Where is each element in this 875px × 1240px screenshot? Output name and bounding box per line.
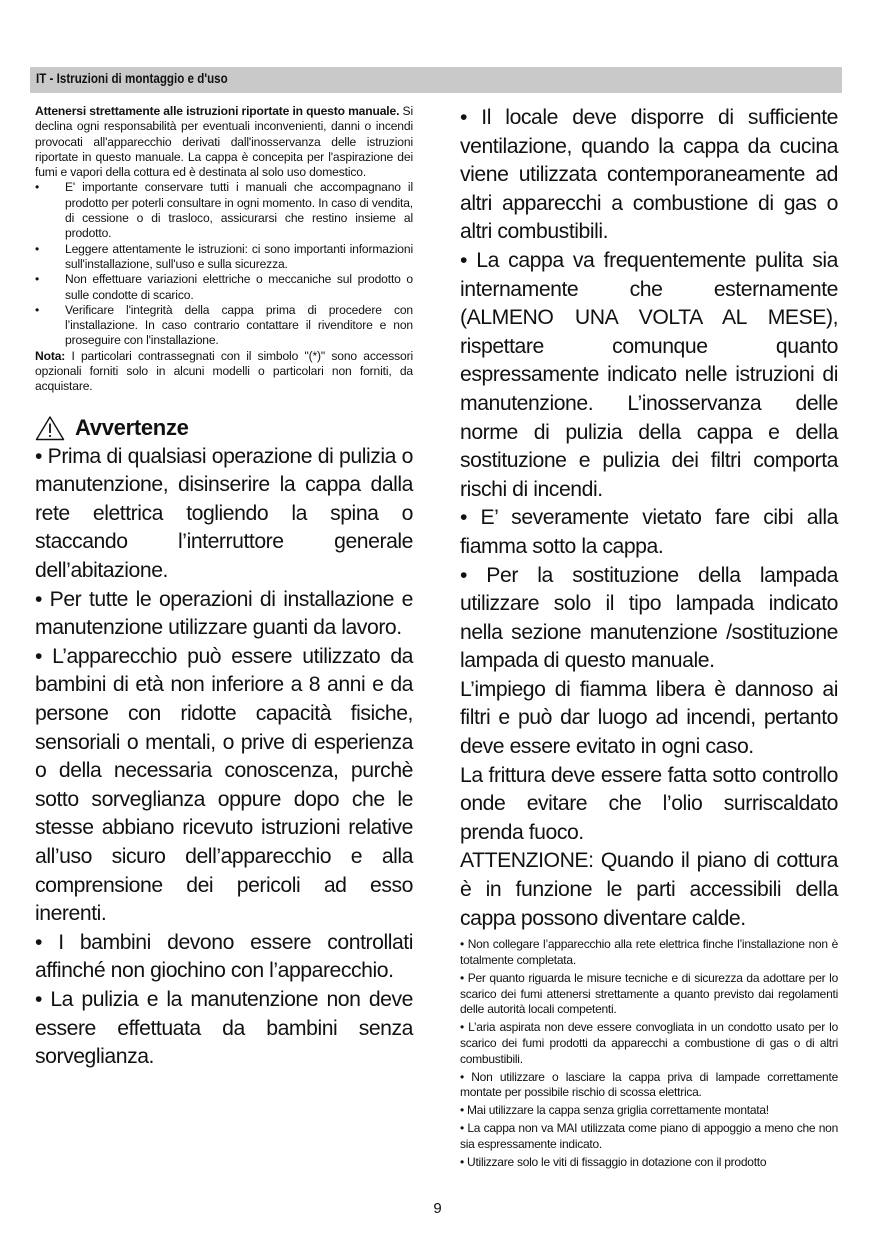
page-number: 9 [433, 1200, 442, 1217]
warning-paragraph: • Per tutte le operazioni di installazione e manutenzione utilizzare guanti da lavoro. [35, 587, 413, 640]
warnings-right-text [460, 104, 838, 933]
warning-paragraph: • Per la sostituzione della lampada utilizzare solo il tipo lampada indicato nella sezione manutenzione /sostituzione lampada di questo manuale. [460, 563, 838, 673]
warning-paragraph: ATTENZIONE: Quando il piano di cottura è in funzione le parti accessibili della cappa possono diventare calde. [460, 849, 838, 930]
section-title: IT - Istruzioni di montaggio e d'uso [36, 71, 228, 86]
left-column [35, 104, 413, 1072]
warning-paragraph: • E’ severamente vietato fare cibi alla fiamma sotto la cappa. [460, 506, 838, 558]
warning-small-paragraph: • Mai utilizzare la cappa senza griglia correttamente montata! [460, 1103, 769, 1118]
warning-small-paragraph: • Utilizzare solo le viti di fissaggio in dotazione con il prodotto [460, 1154, 767, 1169]
warning-paragraph: • La pulizia e la manutenzione non deve essere effettuata da bambini senza sorveglianza. [35, 987, 413, 1069]
warning-paragraph: • Prima di qualsiasi operazione di pulizia o manutenzione, disinserire la cappa dalla rete elettrica togliendo la spina o staccando l’interruttore generale dell’abitazione. [35, 444, 413, 583]
intro-paragraph [35, 104, 413, 180]
intro-text: Si declina ogni responsabilità per eventuali inconvenienti, danni o incendi provocati all'apparecchio derivati dall'inosservanza delle istruzioni riportate in questo manuale. La cappa è concepita per l'aspirazione dei fumi e vapori della cottura ed è destinata al solo uso domestico. [35, 104, 413, 180]
warning-small-paragraph: • La cappa non va MAI utilizzata come piano di appoggio a meno che non sia espressamente indicato. [460, 1120, 838, 1151]
warning-paragraph: L’impiego di fiamma libera è dannoso ai filtri e può dar luogo ad incendi, pertanto deve essere evitato in ogni caso. [460, 677, 838, 759]
warning-paragraph: • L’apparecchio può essere utilizzato da bambini di età non inferiore a 8 anni e da persone con ridotte capacità fisiche, sensoriali o mentali, o prive di esperienza o della necessaria conoscenza, purchè sotto sorveglianza oppure dopo che le stesse abbiano ricevuto istruzioni relative all’uso sicuro dell’apparecchio e alla comprensione dei pericoli ad esso inerenti. [35, 644, 413, 926]
warning-small-paragraph: • Non collegare l’apparecchio alla rete elettrica finche l’installazione non è totalmente completata. [460, 937, 838, 968]
right-column [460, 104, 838, 1172]
section-header-bar [30, 67, 842, 93]
note-paragraph [35, 349, 413, 395]
note-text: I particolari contrassegnati con il simbolo "(*)" sono accessori opzionali forniti solo in alcuni modelli o particolari non forniti, da acquistare. [35, 348, 413, 394]
warnings-heading-text: Avvertenze [75, 414, 189, 440]
warnings-left-text [35, 443, 413, 1072]
list-item: • E' importante conservare tutti i manuali che accompagnano il prodotto per poterli consultare in ogni momento. In caso di vendita, di cessione o di trasloco, assicurarsi che restino insieme al prodotto. [35, 180, 413, 241]
note-label: Nota: [35, 348, 66, 363]
list-item: • Leggere attentamente le istruzioni: ci sono importanti informazioni sull'installazione, sull'uso e sulla sicurezza. [35, 242, 413, 273]
warning-paragraph: La frittura deve essere fatta sotto controllo onde evitare che l’olio surriscaldato prenda fuoco. [460, 763, 838, 844]
intro-block [35, 104, 413, 395]
warning-small-paragraph: • Non utilizzare o lasciare la cappa priva di lampade correttamente montate per possibile rischio di scossa elettrica. [460, 1069, 838, 1100]
intro-bullet-list [35, 180, 413, 348]
warning-small-paragraph: • Per quanto riguarda le misure tecniche e di sicurezza da adottare per lo scarico dei fumi attenersi strettamente a quanto previsto dai regolamenti delle autorità locali competenti. [460, 970, 838, 1017]
warnings-right-small-text [460, 937, 838, 1170]
list-item: • Verificare l'integrità della cappa prima di procedere con l’installazione. In caso contrario contattare il rivenditore e non proseguire con l'installazione. [35, 303, 413, 349]
warning-small-paragraph: • L’aria aspirata non deve essere convogliata in un condotto usato per lo scarico dei fumi prodotti da apparecchi a combustione di gas o di altri combustibili. [460, 1020, 838, 1066]
list-item: • Non effettuare variazioni elettriche o meccaniche sul prodotto o sulle condotte di scarico. [35, 272, 413, 303]
warning-triangle-icon [35, 415, 65, 441]
warnings-heading [35, 413, 413, 443]
warning-paragraph: • I bambini devono essere controllati affinché non giochino con l’apparecchio. [35, 930, 413, 983]
warning-paragraph: • La cappa va frequentemente pulita sia internamente che esternamente (ALMENO UNA VOLTA AL MESE), rispettare comunque quanto espressamente indicato nelle istruzioni di manutenzione. L’inosservanza delle norme di pulizia della cappa e della sostituzione e pulizia dei filtri comporta rischi di incendi. [460, 248, 838, 501]
intro-bold-lead: Attenersi strettamente alle istruzioni riportate in questo manuale. [35, 104, 400, 118]
warning-paragraph: • Il locale deve disporre di sufficiente ventilazione, quando la cappa da cucina viene utilizzata contemporaneamente ad altri apparecchi a combustione di gas o altri combustibili. [460, 106, 838, 244]
